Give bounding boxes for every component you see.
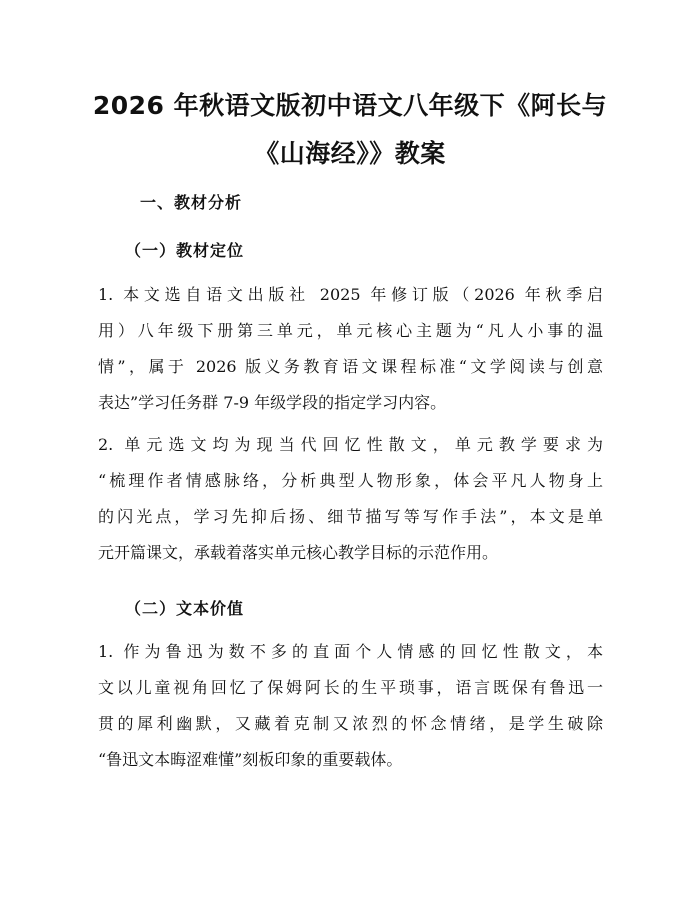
section-heading-textbook-analysis: 一、教材分析 bbox=[140, 193, 243, 212]
paragraph-line: 元开篇课文，承载着落实单元核心教学目标的示范作用。 bbox=[98, 543, 499, 562]
paragraph-line: 贯的犀利幽默，又藏着克制又浓烈的怀念情绪，是学生破除 bbox=[98, 714, 603, 733]
paragraph-line: 表达”学习任务群 7-9 年级学段的指定学习内容。 bbox=[98, 393, 447, 412]
subsection-heading-text-value: （二）文本价值 bbox=[125, 599, 245, 618]
paragraph-text-value-1 bbox=[98, 634, 603, 778]
paragraph-line: 的闪光点，学习先抑后扬、细节描写等写作手法”，本文是单 bbox=[98, 507, 603, 526]
paragraph-line: 2. 单元选文均为现当代回忆性散文，单元教学要求为 bbox=[98, 435, 603, 454]
document-title-line-1: 2026 年秋语文版初中语文八年级下《阿长与 bbox=[92, 91, 608, 120]
paragraph-line: 1. 本文选自语文出版社 2025 年修订版（2026 年秋季启 bbox=[98, 285, 603, 304]
paragraph-positioning-1 bbox=[98, 277, 603, 421]
subsection-heading-textbook-positioning: （一）教材定位 bbox=[125, 241, 245, 260]
paragraph-line: 1. 作为鲁迅为数不多的直面个人情感的回忆性散文，本 bbox=[98, 642, 603, 661]
document-title-line-2: 《山海经》》教案 bbox=[254, 139, 446, 168]
paragraph-line: “鲁迅文本晦涩难懂”刻板印象的重要载体。 bbox=[98, 750, 403, 769]
paragraph-positioning-2 bbox=[98, 427, 603, 571]
paragraph-line: 用）八年级下册第三单元，单元核心主题为“凡人小事的温 bbox=[98, 321, 603, 340]
paragraph-line: 文以儿童视角回忆了保姆阿长的生平琐事，语言既保有鲁迅一 bbox=[98, 678, 603, 697]
paragraph-line: “梳理作者情感脉络，分析典型人物形象，体会平凡人物身上 bbox=[98, 471, 603, 490]
paragraph-line: 情”，属于 2026 版义务教育语文课程标准“文学阅读与创意 bbox=[98, 357, 603, 376]
